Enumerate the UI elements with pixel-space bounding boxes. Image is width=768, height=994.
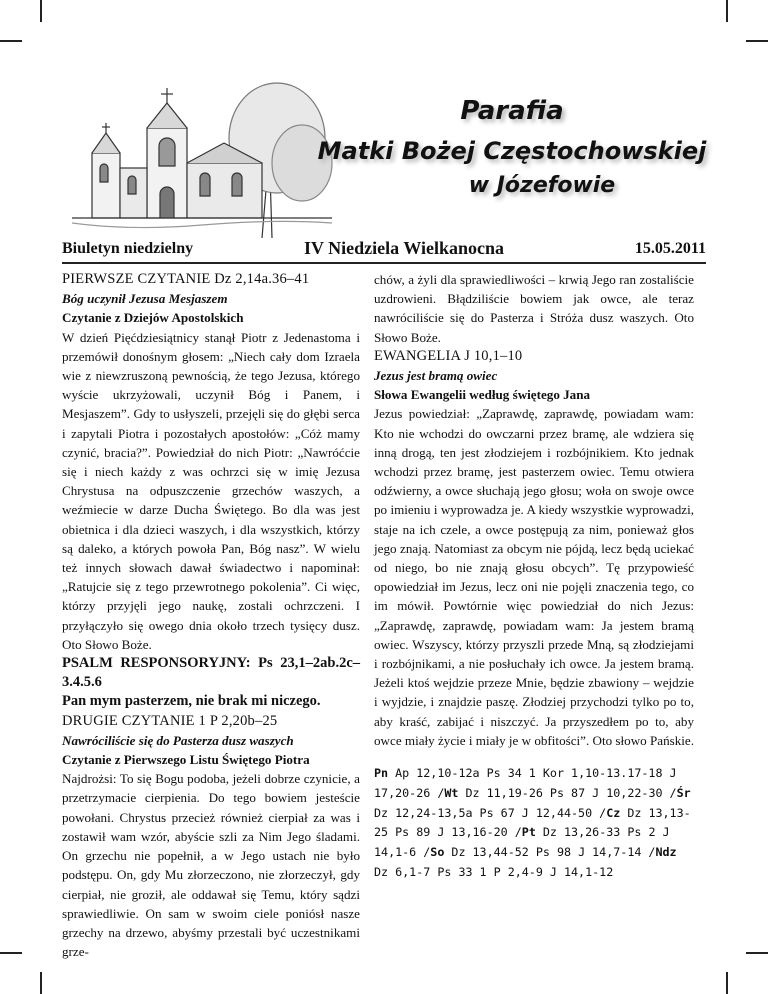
- first-reading-title: Bóg uczynił Jezusa Mesjaszem: [62, 291, 228, 307]
- parish-title-line1: Parafia: [460, 96, 564, 126]
- weekday-readings: [374, 764, 694, 883]
- second-reading-title: Nawróciliście się do Pasterza dusz waszych: [62, 732, 294, 748]
- reading-refs: Dz 6,1-7 Ps 33 1 P 2,4-9 J 14,1-12: [374, 865, 614, 880]
- reading-refs: Dz 13,13-25 Ps 89 J 13,16-20 /: [374, 805, 691, 840]
- gospel-text: Jezus powiedział: „Zaprawdę, zaprawdę, powiadam wam: Kto nie wchodzi do owczarni przez bramę, ale wdziera się inną drogą, ten jest złodziejem i rozbójnikiem. Kto jednak wchodzi przez bramę, jest pasterzem owiec. Temu otwiera odźwierny, a owce słuchają jego głosu; woła on swoje owce po imieniu i wyprowadza je. A kiedy wszystkie wyprowadzi, staje na ich czele, a owce postępują za nim, ponieważ głos jego znają. Natomiast za obcym nie pójdą, lecz będą uciekać od niego, bo nie znają głosu obcych”. Tę przypowieść opowiedział im Jezus, lecz oni nie pojęli znaczenia tego, co im mówił. Powtórnie więc powiedział do nich Jezus: „Zaprawdę, zaprawdę, powiadam wam: Ja jestem bramą owiec. Wszyscy, którzy przyszli przede Mną, są złodziejami i rozbójnikami, a nie posłuchały ich owce. Ja jestem bramą. Jeżeli ktoś wejdzie przeze Mnie, będzie zbawiony – wejdzie i wyjdzie, i znajdzie paszę. Złodziej przychodzi tylko po to, aby kraść, zabijać i niszczyć. Ja przyszedłem po to, aby owce miały życie i miały je w obfitości”. Oto słowo Pańskie.: [374, 406, 694, 748]
- crop-mark: [726, 972, 728, 994]
- first-reading-source: Czytanie z Dziejów Apostolskich: [62, 310, 244, 326]
- masthead: [62, 62, 706, 240]
- crop-mark: [0, 40, 22, 42]
- reading-refs: Dz 11,19-26 Ps 87 J 10,22-30 /: [458, 785, 677, 800]
- right-column: [374, 270, 694, 883]
- left-column: [62, 270, 360, 961]
- crop-mark: [726, 0, 728, 22]
- second-reading-continued: chów, a żyli dla sprawiedliwości – krwią Jego ran zostaliście uzdrowieni. Błądziliście bowiem jak owce, ale teraz nawróciliście się do Pasterza i Stróża dusz waszych. Oto Słowo Boże.: [374, 272, 694, 345]
- crop-mark: [40, 972, 42, 994]
- crop-mark: [0, 952, 22, 954]
- bulletin-type: Biuletyn niedzielny: [62, 240, 194, 257]
- crop-mark: [746, 40, 768, 42]
- crop-mark: [746, 952, 768, 954]
- gospel-heading: EWANGELIA J 10,1–10: [374, 347, 523, 364]
- reading-refs: Dz 13,26-33 Ps 2 J 14,1-6 /: [374, 825, 670, 860]
- crop-mark: [40, 0, 42, 22]
- psalm-refrain: Pan mym pasterzem, nie brak mi niczego.: [62, 693, 321, 710]
- parish-title-line2: Matki Bożej Częstochowskiej: [317, 137, 707, 165]
- first-reading-text: W dzień Pięćdziesiątnicy stanął Piotr z Jedenastoma i przemówił donośnym głosem: „Niech cały dom Izraela wie z niewzruszoną pewnością, że tego Jezusa, którego wyście ukrzyżowali, uczynił Bóg i Panem, i Mesjaszem”. Gdy to usłyszeli, przejęli się do głębi serca i zapytali Piotra i pozostałych apostołów: „Cóż mamy czynić, bracia?”. Powiedział do nich Piotr: „Nawróćcie się i niech każdy z was ochrzci się w imię Jezusa Chrystusa na odpuszczenie grzechów waszych, a weźmiecie w darze Ducha Świętego. Bo dla was jest obietnica i dla dzieci waszych, i dla wszystkich, którzy są daleko, a których powoła Pan, Bóg nasz”. W wielu też innych słowach dawał świadectwo i napominał: „Ratujcie się z tego przewrotnego pokolenia”. Ci więc, którzy przyjęli jego naukę, zostali ochrzczeni. I przyłączyło się owego dnia około trzech tysięcy dusz. Oto Słowo Boże.: [62, 329, 360, 652]
- reading-day: Śr: [676, 785, 691, 800]
- parish-title-line3: w Józefowie: [468, 173, 616, 198]
- gospel-title: Jezus jest bramą owiec: [374, 368, 498, 384]
- reading-day: Wt: [444, 785, 459, 800]
- second-reading-heading: DRUGIE CZYTANIE 1 P 2,20b–25: [62, 712, 278, 729]
- bulletin-bar: [62, 240, 706, 264]
- bulletin-page: [62, 62, 707, 960]
- reading-day: Ndz: [655, 845, 677, 860]
- reading-refs: Dz 12,24-13,5a Ps 67 J 12,44-50 /: [374, 805, 607, 820]
- first-reading-heading: PIERWSZE CZYTANIE Dz 2,14a.36–41: [62, 271, 310, 287]
- reading-day: Cz: [606, 805, 621, 820]
- sunday-name: IV Niedziela Wielkanocna: [304, 238, 505, 258]
- reading-refs: Ap 12,10-12a Ps 34 1 Kor 1,10-13.17-18 J 17,20-26 /: [374, 766, 677, 800]
- reading-day: Pt: [521, 825, 536, 840]
- reading-day: Pn: [374, 766, 389, 781]
- second-reading-source: Czytanie z Pierwszego Listu Świętego Piotra: [62, 752, 310, 768]
- gospel-source: Słowa Ewangelii według świętego Jana: [374, 387, 591, 403]
- second-reading-text: Najdrożsi: To się Bogu podoba, jeżeli dobrze czynicie, a przetrzymacie cierpienia. Do tego bowiem jesteście powołani. Chrystus przecież również cierpiał za was i zostawił wam wzór, abyście szli za Nim Jego śladami. On grzechu nie popełnił, a w Jego ustach nie było podstępu. On, gdy Mu złorzeczono, nie złorzeczył, gdy cierpiał, nie groził, ale oddawał się Temu, który sądzi sprawiedliwie. On sam w swoim ciele poniósł nasze grzechy na drzewo, abyśmy przestali być uczestnikami grze-: [62, 771, 360, 960]
- psalm-heading: PSALM RESPONSORYJNY: Ps 23,1–2ab.2c–3.4.5.6: [62, 655, 360, 691]
- reading-day: So: [430, 845, 445, 860]
- bulletin-date: 15.05.2011: [634, 240, 706, 257]
- reading-refs: Dz 13,44-52 Ps 98 J 14,7-14 /: [444, 845, 656, 860]
